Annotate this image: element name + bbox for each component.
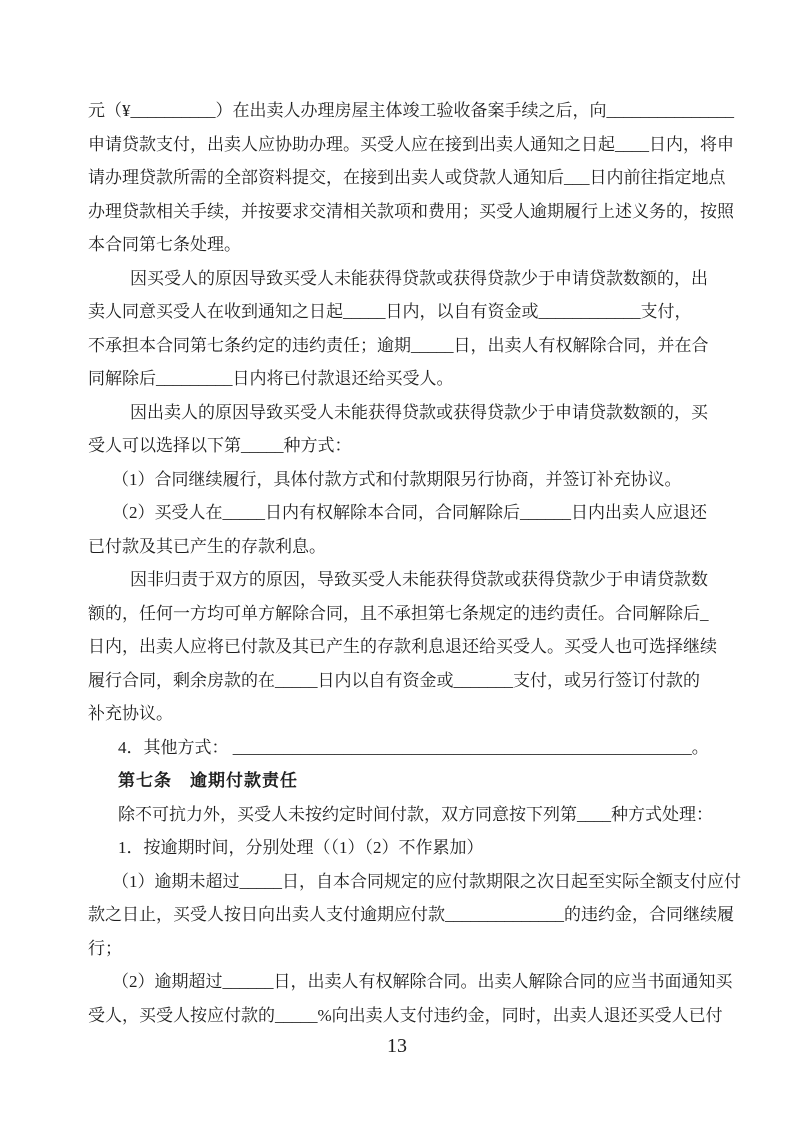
contract-line: 受人可以选择以下第_____种方式： (88, 436, 352, 455)
contract-line: 因非归责于双方的原因，导致买受人未能获得贷款或获得贷款少于申请贷款数 (130, 570, 708, 589)
contract-line: （1）合同继续履行，具体付款方式和付款期限另行协商，并签订补充协议。 (112, 469, 682, 489)
contract-line: 本合同第七条处理。 (88, 235, 241, 254)
section-heading: 第七条 逾期付款责任 (118, 771, 298, 790)
contract-line: 卖人同意买受人在收到通知之日起_____日内，以自有资金或____________支付， (88, 302, 692, 321)
contract-line: 履行合同，剩余房款的在_____日内以自有资金或_______支付，或另行签订付款的 (88, 670, 700, 690)
contract-line: （1）逾期未超过_____日，自本合同规定的应付款期限之次日起至实际全额支付应付 (112, 871, 741, 891)
page-number: 13 (387, 1035, 407, 1057)
contract-line: （2）买受人在_____日内有权解除本合同，合同解除后______日内出卖人应退还 (112, 503, 707, 522)
contract-line: 4．其他方式： ______________________________________________________。 (118, 737, 709, 757)
contract-body-text (88, 94, 741, 1032)
contract-line: （2）逾期超过______日，出卖人有权解除合同。出卖人解除合同的应当书面通知买 (112, 972, 733, 991)
contract-line: 不承担本合同第七条约定的违约责任；逾期_____日，出卖人有权解除合同，并在合 (88, 335, 709, 355)
contract-line: 除不可抗力外，买受人未按约定时间付款，双方同意按下列第____种方式处理： (118, 804, 713, 824)
contract-line: 款之日止，买受人按日向出卖人支付逾期应付款______________的违约金，合同继续履 (88, 905, 734, 924)
contract-line: 办理贷款相关手续，并按要求交清相关款项和费用；买受人逾期履行上述义务的，按照 (88, 201, 734, 221)
contract-line: 申请贷款支付，出卖人应协助办理。买受人应在接到出卖人通知之日起____日内，将申 (88, 134, 734, 154)
contract-line: 请办理贷款所需的全部资料提交，在接到出卖人或贷款人通知后___日内前往指定地点 (88, 168, 726, 187)
contract-line: 受人，买受人按应付款的_____%向出卖人支付违约金，同时，出卖人退还买受人已付 (88, 1005, 723, 1025)
contract-line: 因出卖人的原因导致买受人未能获得贷款或获得贷款少于申请贷款数额的，买 (130, 402, 708, 422)
contract-line: 同解除后_________日内将已付款退还给买受人。 (88, 369, 454, 388)
contract-line: 日内，出卖人应将已付款及其已产生的存款利息退还给买受人。买受人也可选择继续 (88, 637, 717, 656)
contract-line: 行； (88, 938, 122, 958)
contract-line: 因买受人的原因导致买受人未能获得贷款或获得贷款少于申请贷款数额的，出 (130, 268, 708, 288)
contract-line: 额的，任何一方均可单方解除合同，且不承担第七条规定的违约责任。合同解除后_ (88, 603, 709, 623)
contract-line: 补充协议。 (88, 704, 173, 723)
contract-line: 1．按逾期时间，分别处理（（1）（2）不作累加） (118, 838, 484, 857)
contract-line: 元（¥__________）在出卖人办理房屋主体竣工验收备案手续之后，向_______________ (88, 101, 734, 120)
contract-line: 已付款及其已产生的存款利息。 (88, 536, 326, 556)
